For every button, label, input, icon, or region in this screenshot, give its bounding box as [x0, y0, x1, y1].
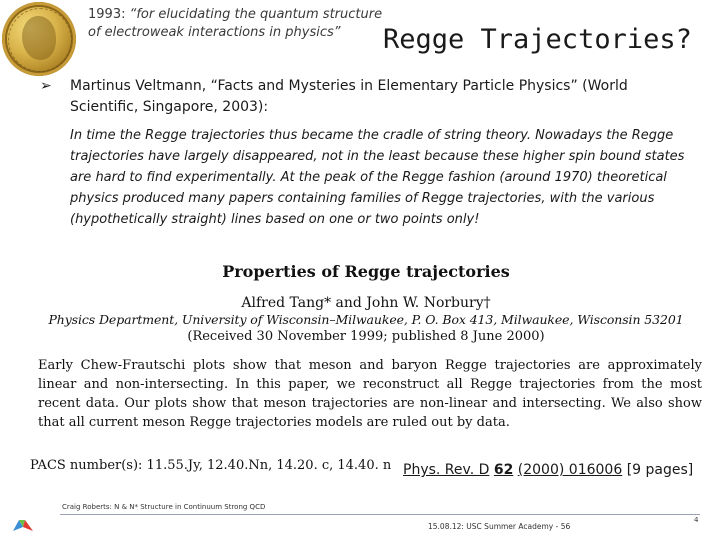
- book-citation: Martinus Veltmann, “Facts and Mysteries in Elementary Particle Physics” (World Scientific, Singapore, 2003):: [70, 78, 628, 115]
- footer-author: Craig Roberts: N & N* Structure in Continuum Strong QCD: [62, 503, 266, 511]
- reference-journal[interactable]: Phys. Rev. D: [403, 462, 490, 478]
- paper-affiliation: Physics Department, University of Wisconsin–Milwaukee, P. O. Box 413, Milwaukee, Wisconsin 53201: [48, 312, 684, 327]
- paper-pacs: PACS number(s): 11.55.Jy, 12.40.Nn, 14.20. c, 14.40. n: [30, 458, 392, 473]
- reference-year-pages[interactable]: (2000) 016006: [517, 462, 623, 478]
- arrow-bullet-icon: ➢: [40, 78, 52, 94]
- reference-page-count: [9 pages]: [626, 462, 694, 478]
- award-caption: [88, 6, 388, 42]
- argonne-logo-icon: [12, 518, 34, 532]
- paper-title: Properties of Regge trajectories: [222, 262, 510, 281]
- award-year: 1993:: [88, 7, 126, 22]
- slide-title: Regge Trajectories?: [383, 24, 692, 55]
- paper-authors: Alfred Tang* and John W. Norbury†: [241, 295, 491, 311]
- footer-divider: [60, 514, 700, 515]
- page-number: 4: [694, 516, 699, 524]
- paper-abstract: Early Chew-Frautschi plots show that meson and baryon Regge trajectories are approximately linear and non-intersecting. In this paper, we reconstruct all Regge trajectories from the most recent data. Our plots show that meson trajectories are non-linear and intersecting. We also show that all current meson Regge trajectories models are ruled out by data.: [38, 358, 702, 430]
- medal-portrait: [22, 16, 56, 60]
- footer-event: 15.08.12: USC Summer Academy - 56: [428, 522, 571, 531]
- journal-reference[interactable]: [403, 462, 693, 478]
- veltman-quote: In time the Regge trajectories thus became the cradle of string theory. Nowadays the Regge trajectories have largely disappeared, not in the least because these higher spin bound states are hard to find experimentally. At the peak of the Regge fashion (around 1970) theoretical physics produced many papers containing families of Regge trajectories, with the various (hypothetically straight) lines based on one or two points only!: [70, 128, 685, 227]
- paper-received: (Received 30 November 1999; published 8 June 2000): [187, 329, 545, 344]
- reference-volume[interactable]: 62: [493, 462, 514, 478]
- award-text: “for elucidating the quantum structure of electroweak interactions in physics”: [88, 7, 383, 40]
- nobel-medal-image: [2, 2, 76, 76]
